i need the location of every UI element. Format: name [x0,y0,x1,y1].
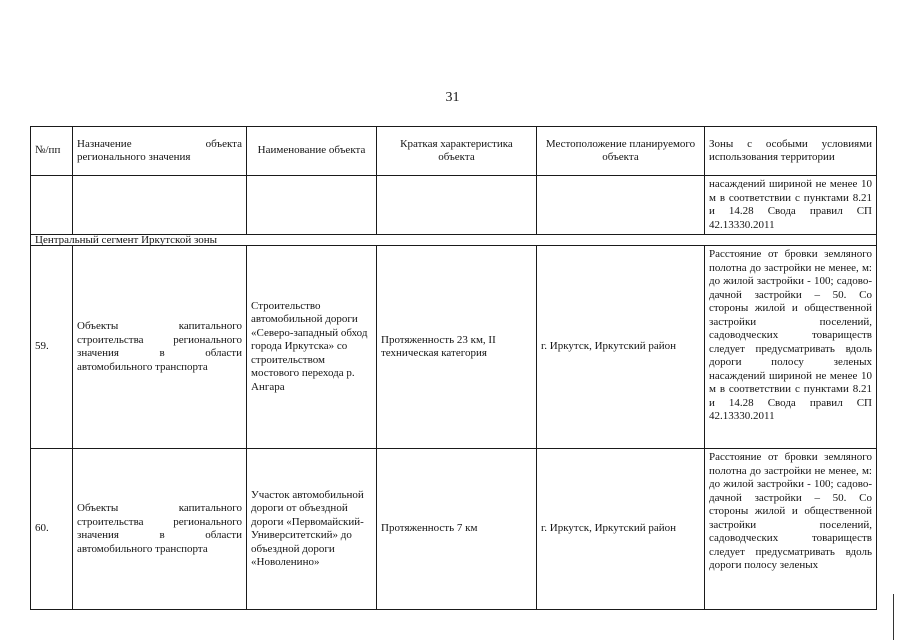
continuation-location [537,176,705,235]
margin-line [893,594,894,640]
regional-objects-table [30,126,876,610]
row-60-location: г. Иркутск, Иркутский район [537,449,705,610]
segment-row [31,235,877,246]
header-name: Наименование объекта [247,127,377,176]
row-60-num: 60. [31,449,73,610]
continuation-zones: насаждений шириной не менее 10 м в соответствии с пунктами 8.21 и 14.28 Свода правил СП 42.13330.2011 [705,176,877,235]
header-characteristic: Краткая характеристика объекта [377,127,537,176]
row-59-purpose: Объекты капитального строительства регионального значения в области автомобильного транспорта [73,246,247,449]
continuation-purpose [73,176,247,235]
row-60-zones: Расстояние от бровки земляного полотна до застройки не менее, м: до жилой застройки - 100; садово-дачной застройки – 50. Со стороны жилой и общественной застройки поселений, садоводческих товариществ следует предусматривать вдоль дороги полосу зеленых [705,449,877,610]
continuation-name [247,176,377,235]
row-60-purpose: Объекты капитального строительства регионального значения в области автомобильного транспорта [73,449,247,610]
header-zones: Зоны с особыми условиями использования территории [705,127,877,176]
row-60-name: Участок автомобильной дороги от объездной дороги «Первомайский-Университетский» до объездной дороги «Новоленино» [247,449,377,610]
row-60-characteristic: Протяженность 7 км [377,449,537,610]
row-59-num: 59. [31,246,73,449]
header-location: Местоположение планируемого объекта [537,127,705,176]
row-59-name: Строительство автомобильной дороги «Северо-западный обход города Иркутска» со строительством мостового перехода р. Ангара [247,246,377,449]
table-header-row [31,127,877,176]
header-num: №/пп [31,127,73,176]
continuation-characteristic [377,176,537,235]
page-number: 31 [445,90,460,105]
header-purpose: Назначение объекта регионального значения [73,127,247,176]
row-59-characteristic: Протяженность 23 км, II техническая категория [377,246,537,449]
row-59-location: г. Иркутск, Иркутский район [537,246,705,449]
table-row [31,449,877,610]
table-row [31,246,877,449]
continuation-row [31,176,877,235]
row-59-zones: Расстояние от бровки земляного полотна до застройки не менее, м: до жилой застройки - 100; садово-дачной застройки – 50. Со стороны жилой и общественной застройки поселений, садоводческих товариществ следует предусматривать вдоль дороги полосу зеленых насаждений шириной не менее 10 м в соответствии с пунктами 8.21 и 14.28 Свода правил СП 42.13330.2011 [705,246,877,449]
continuation-num [31,176,73,235]
segment-title: Центральный сегмент Иркутской зоны [31,235,877,246]
